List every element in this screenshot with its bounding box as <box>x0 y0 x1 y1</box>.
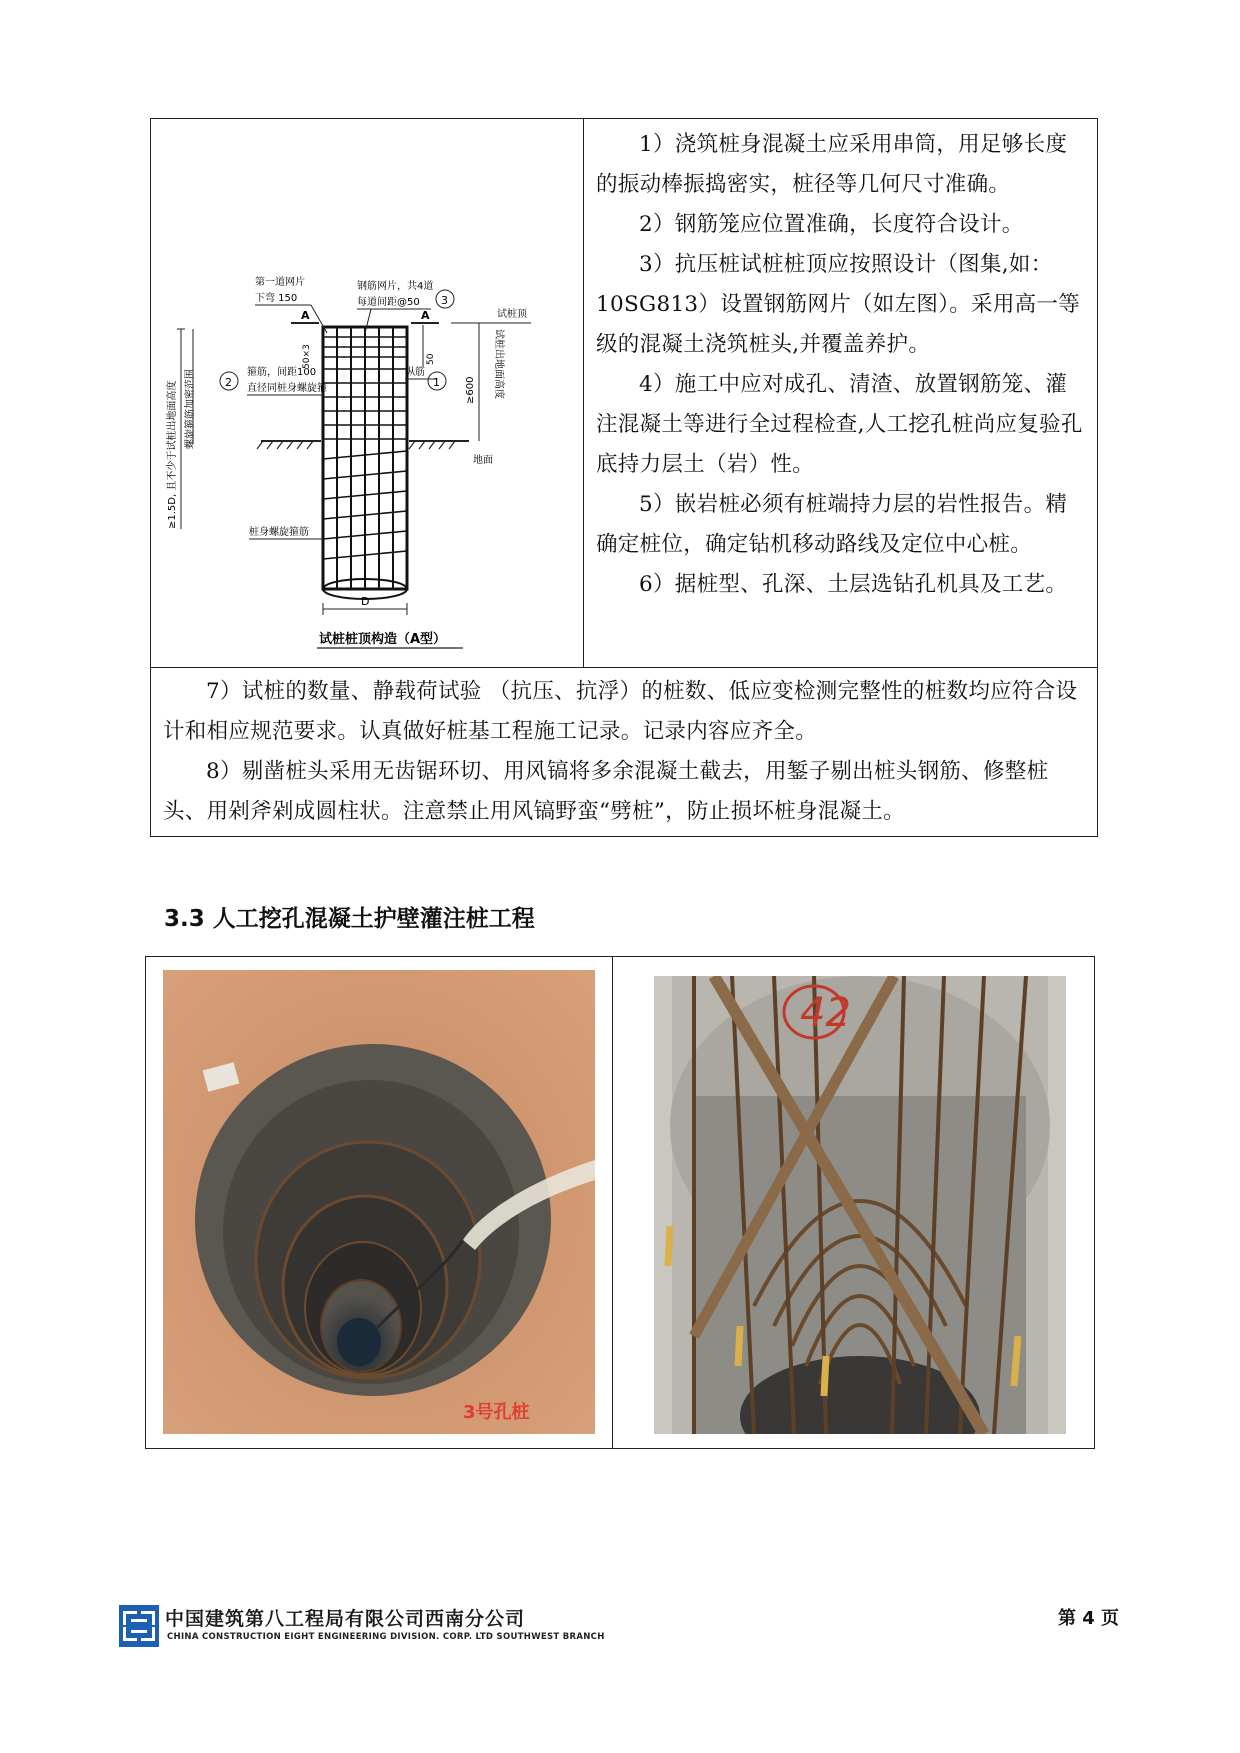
pile-top-diagram <box>151 119 581 665</box>
first-mesh-sub: 下弯 150 <box>255 293 298 304</box>
requirement-3: 3）抗压桩试桩桩顶应按照设计（图集,如：10SG813）设置钢筋网片（如左图）。采用高一等级的混凝土浇筑桩头,并覆盖养护。 <box>596 252 1081 357</box>
longitudinal-label: 纵筋 <box>405 367 425 378</box>
left-vertical-label: ≥1.5D, 且不少于试桩出地面高度 <box>167 380 178 529</box>
dim-600: ≥600 <box>465 376 476 404</box>
height-right-label: 试桩出地面高度 <box>493 329 504 399</box>
dim-d: D <box>361 595 370 608</box>
requirements-bottom-cell <box>151 668 1098 837</box>
section-heading: 3.3 人工挖孔混凝土护壁灌注桩工程 <box>164 906 535 932</box>
circle-2-label: 2 <box>225 376 232 389</box>
requirement-5: 5）嵌岩桩必须有桩端持力层的岩性报告。精确定桩位，确定钻机移动路线及定位中心桩。 <box>596 492 1068 557</box>
dim-50x3: 50×3 <box>302 344 312 369</box>
left-photo-caption: 3号孔桩 <box>463 1402 530 1423</box>
excavated-pile-hole-photo <box>163 970 595 1434</box>
diagram-title: 试桩桩顶构造（A型） <box>319 632 447 647</box>
requirement-8: 8）剔凿桩头采用无齿锯环切、用风镐将多余混凝土截去，用錾子剔出桩头钢筋、修整桩头、用剁斧剁成圆柱状。注意禁止用风镐野蛮“劈桩”，防止损坏桩身混凝土。 <box>163 759 1049 824</box>
circle-3-label: 3 <box>441 294 448 307</box>
dim-50: 50 <box>426 353 436 365</box>
photo-divider <box>612 956 613 1449</box>
requirements-table <box>150 118 1098 837</box>
requirement-6: 6）据桩型、孔深、土层选钻孔机具及工艺。 <box>639 572 1068 597</box>
company-name-cn: 中国建筑第八工程局有限公司西南分公司 <box>165 1608 526 1630</box>
diagram-cell <box>151 119 584 668</box>
section-a-right: A <box>421 309 430 322</box>
stirrup-sub: 直径同桩身螺旋箍 <box>247 383 327 394</box>
requirement-1: 1）浇筑桩身混凝土应采用串筒，用足够长度的振动棒振捣密实，桩径等几何尺寸准确。 <box>596 132 1068 197</box>
right-photo-mark: 42 <box>800 990 851 1036</box>
pile-top-label: 试桩顶 <box>497 309 527 320</box>
requirement-4: 4）施工中应对成孔、清渣、放置钢筋笼、灌注混凝土等进行全过程检查,人工挖孔桩尚应复验孔底持力层土（岩）性。 <box>596 372 1083 477</box>
company-logo-icon <box>119 1605 159 1647</box>
company-name-en: CHINA CONSTRUCTION EIGHT ENGINEERING DIVISION. CORP. LTD SOUTHWEST BRANCH <box>167 1632 605 1642</box>
reinforcement-cage-photo <box>654 976 1066 1434</box>
first-mesh-label: 第一道网片 <box>255 277 305 288</box>
left-vertical-label-2: 螺旋箍筋加密范围 <box>185 369 196 449</box>
spiral-label: 桩身螺旋箍筋 <box>249 527 309 538</box>
ground-label: 地面 <box>473 455 493 466</box>
page-number: 第 4 页 <box>1058 1608 1120 1629</box>
requirement-2: 2）钢筋笼应位置准确，长度符合设计。 <box>639 212 1024 237</box>
mesh-label: 钢筋网片，共4道 <box>357 281 434 292</box>
circle-1-label: 1 <box>433 376 440 389</box>
requirement-7: 7）试桩的数量、静载荷试验 （抗压、抗浮）的桩数、低应变检测完整性的桩数均应符合设计和相应规范要求。认真做好桩基工程施工记录。记录内容应齐全。 <box>163 679 1078 744</box>
requirements-text-cell <box>584 119 1098 668</box>
section-a-left: A <box>301 309 310 322</box>
stirrup-label: 箍筋，间距100 <box>247 367 317 378</box>
mesh-sub: 每道间距@50 <box>357 297 420 308</box>
